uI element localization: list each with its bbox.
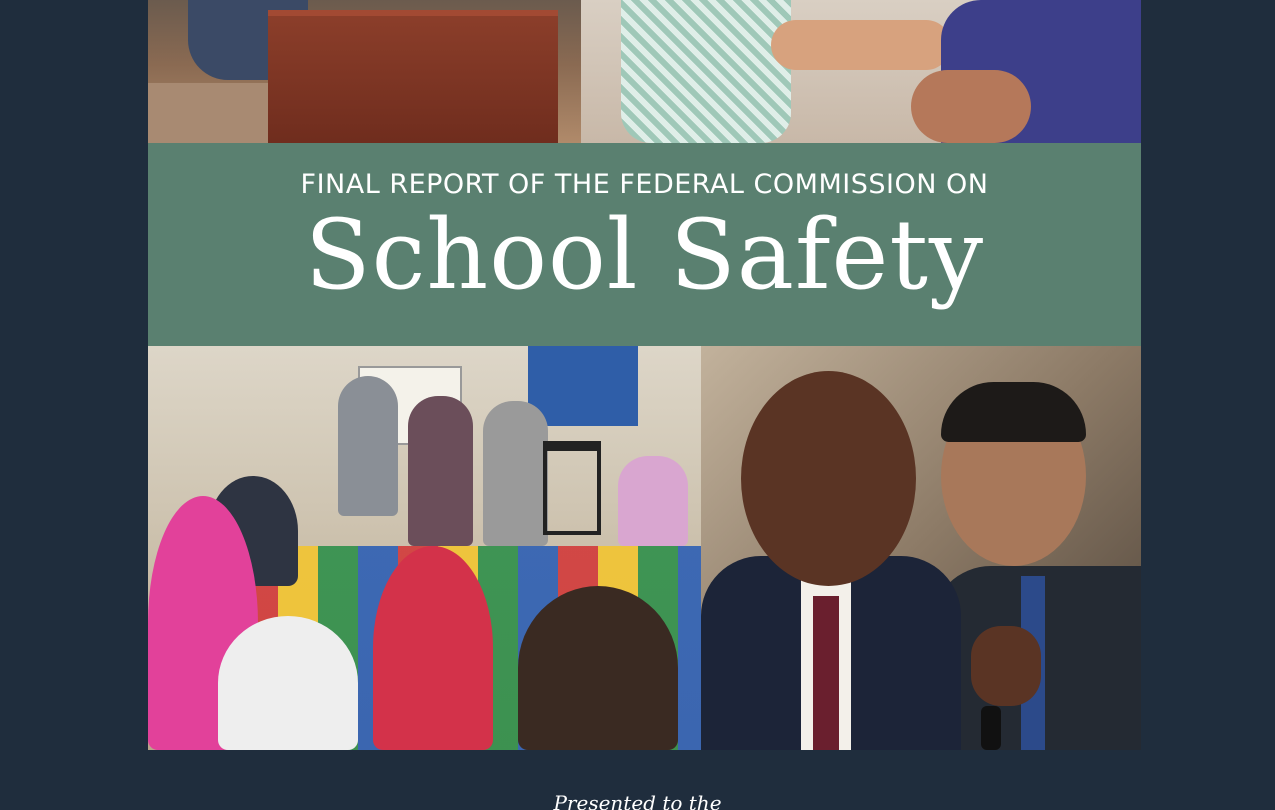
photo-adult [483,401,548,546]
microphone-icon [981,706,1001,750]
photo-hair [941,382,1086,442]
photo-legs [911,70,1031,143]
photo-chair [543,441,601,535]
photo-child [373,546,493,750]
photo-floor [148,83,288,143]
report-cover [148,0,1141,750]
photo-tie [813,596,839,750]
report-title: School Safety [304,199,985,311]
photo-classroom [148,346,701,750]
photo-podium-speaker [148,0,581,143]
photo-child [618,456,688,546]
photo-child [518,586,678,750]
photo-child [218,616,358,750]
photo-podium [268,10,558,143]
photo-man-head [741,371,916,586]
photo-officials [701,346,1141,750]
photo-adult [338,376,398,516]
photo-bulletin-board [528,346,638,426]
photo-children-sitting [581,0,1141,143]
photo-adult [408,396,473,546]
title-band [148,143,1141,346]
report-kicker: FINAL REPORT OF THE FEDERAL COMMISSION ON [300,169,989,200]
photo-hand [971,626,1041,706]
presented-to-text: Presented to the [553,791,722,810]
photo-girl-arm [771,20,951,70]
photo-girl-dress [621,0,791,143]
